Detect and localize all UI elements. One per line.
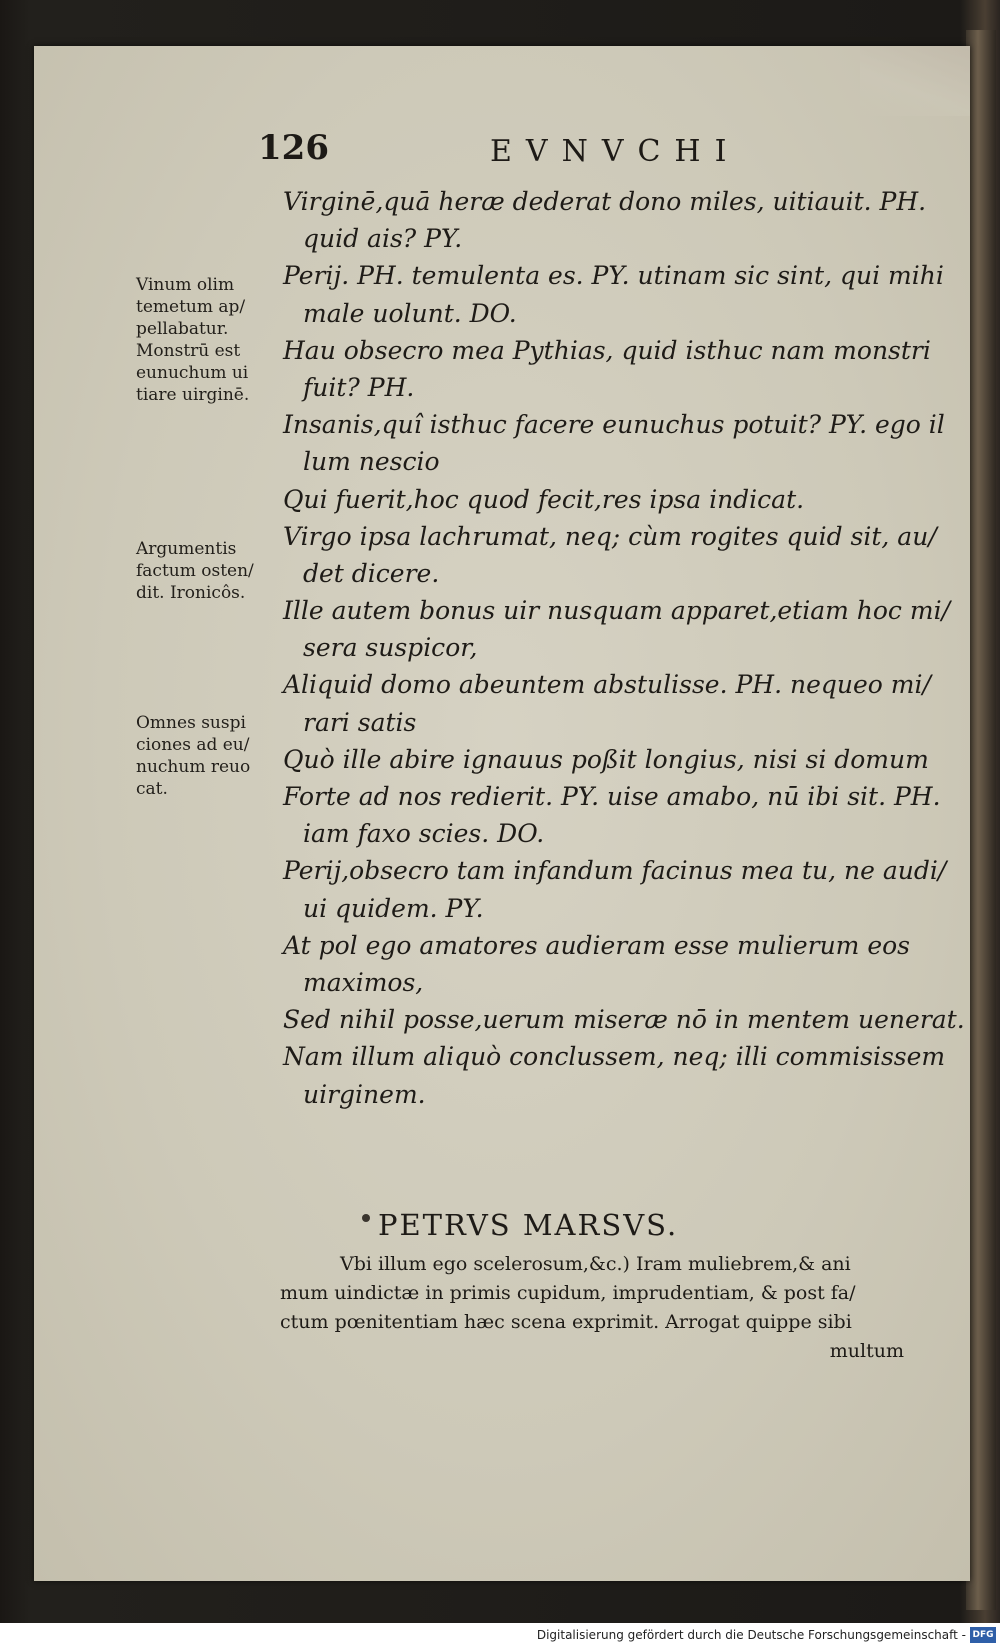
text-line: ui quidem. PY. [303,893,484,923]
text-line: Perij. PH. temulenta es. PY. utinam sic sint, qui mihi [283,261,944,291]
text-line: rari satis [303,707,417,737]
text-line: Perij,obsecro tam infandum facinus mea tu, ne audi/ [283,856,947,886]
text-line: Qui fuerit,hoc quod fecit,res ipsa indicat. [283,484,805,514]
verse-text [283,183,965,1113]
text-line: Sed nihil posse,uerum miseræ nō in mentem uenerat. [283,1005,965,1035]
margin-note-vinum: Vinum olim temetum ap/ pellabatur. Monstrū est eunuchum ui tiare uirginē. [136,275,250,405]
text-line: lum nescio [303,447,440,477]
margin-note-omnes: Omnes suspi ciones ad eu/ nuchum reuo cat. [136,713,251,799]
text-line: uirginem. [303,1079,426,1109]
commentary-catchword: multum [829,1340,904,1362]
dfg-logo-icon: DFG [970,1627,996,1643]
text-line: Hau obsecro mea Pythias, quid isthuc nam monstri [283,335,931,365]
text-line: det dicere. [303,558,440,588]
text-line: Insanis,quî isthuc facere eunuchus potuit? PY. ego il [283,410,945,440]
text-line: quid ais? PY. [303,224,463,254]
text-line: Virginē,quā heræ dederat dono miles, uitiauit. PH. [283,187,927,216]
commentary-heading-text: PETRVS MARSVS. [378,1208,679,1242]
text-line: Aliquid domo abeuntem abstulisse. PH. nequeo mi/ [283,670,931,700]
text-line: At pol ego amatores audieram esse mulierum eos [283,930,911,960]
text-line: male uolunt. DO. [303,298,517,328]
text-line: Quò ille abire ignauus poßit longius, nisi si domum [283,744,929,774]
text-line: Ille autem bonus uir nusquam apparet,etiam hoc mi/ [283,596,951,626]
running-title: EVNVCHI [490,134,741,169]
text-line: fuit? PH. [303,372,415,402]
text-line: iam faxo scies. DO. [303,819,545,849]
funding-credit: Digitalisierung gefördert durch die Deutsche Forschungsgemeinschaft - [536,1628,966,1642]
footer-bar [0,1623,1000,1648]
text-line: sera suspicor, [303,633,478,663]
text-line: Forte ad nos redierit. PY. uise amabo, nū ibi sit. PH. [283,782,941,811]
text-line: Virgo ipsa lachrumat, neq; cùm rogites quid sit, au/ [283,521,937,551]
page-header [258,128,778,178]
book-edge [966,30,996,1610]
commentary-line: mum uindictæ in primis cupidum, imprudentiam, & post fa/ [280,1282,856,1304]
bullet-mark [362,1214,370,1222]
commentary-line: Vbi illum ego scelerosum,&c.) Iram muliebrem,& ani [340,1253,851,1275]
text-line: Nam illum aliquò conclussem, neq; illi commisissem [283,1042,946,1072]
commentary-line: ctum pœnitentiam hæc scena exprimit. Arrogat quippe sibi [280,1311,852,1333]
commentary-heading [378,1208,818,1242]
page-fold [860,46,970,116]
text-line: maximos, [303,967,424,997]
folio-number: 126 [258,128,329,168]
commentary-text [280,1250,904,1366]
margin-note-argumentis: Argumentis factum osten/ dit. Ironicôs. [136,539,254,603]
